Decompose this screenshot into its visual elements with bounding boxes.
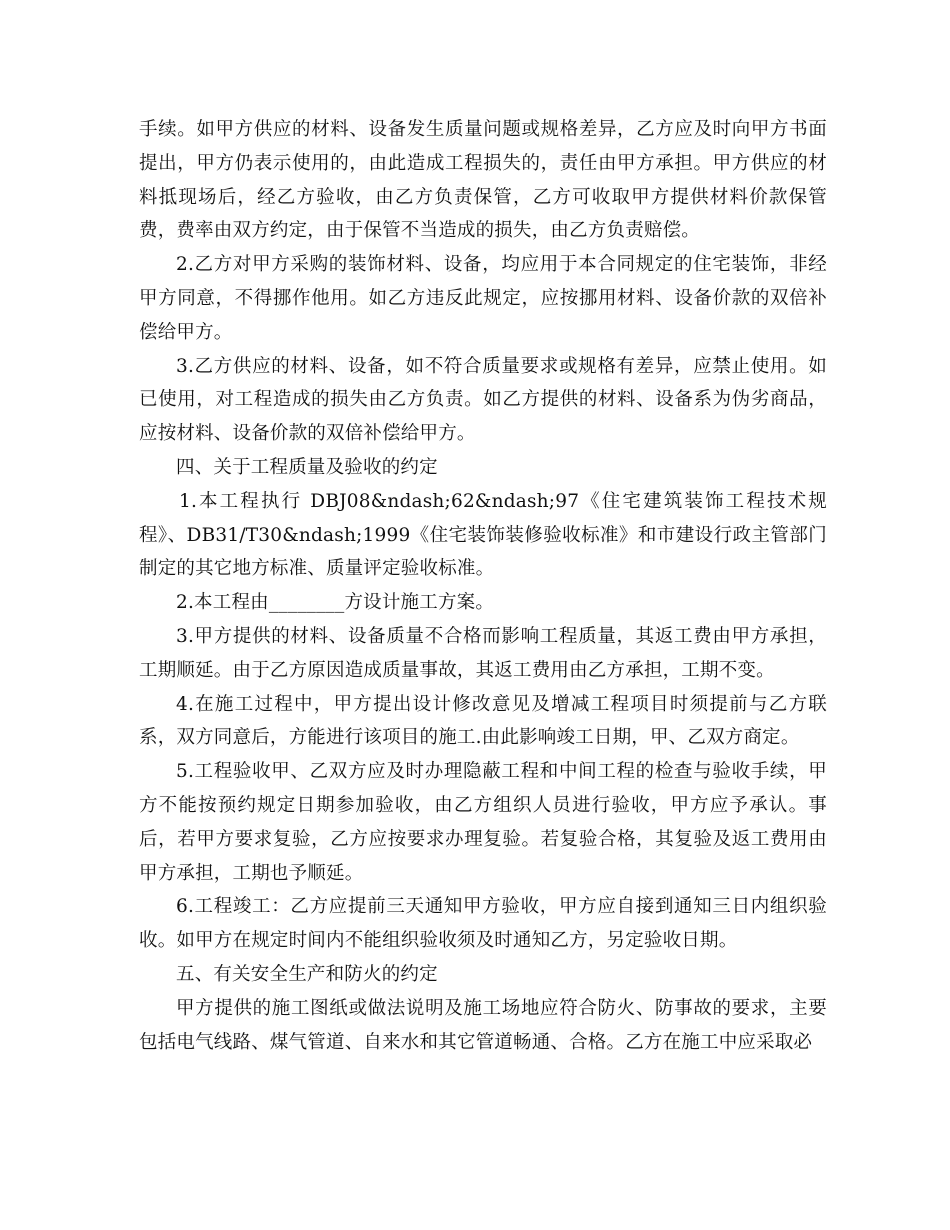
paragraph-standards: 1.本工程执行 DBJ08&ndash;62&ndash;97《住宅建筑装饰工程技术规程》、DB31/T30&ndash;1999《住宅装饰装修验收标准》和市建设行政主管部门制定的其它地方标准、质量评定验收标准。 <box>139 490 827 580</box>
paragraph-clause-2-misuse: 2.乙方对甲方采购的装饰材料、设备，均应用于本合同规定的住宅装饰，非经甲方同意，不得挪作他用。如乙方违反此规定，应按挪用材料、设备价款的双倍补偿给甲方。 <box>139 254 827 343</box>
paragraph-fire-safety: 甲方提供的施工图纸或做法说明及施工场地应符合防火、防事故的要求，主要包括电气线路、煤气管道、自来水和其它管道畅通、合格。乙方在施工中应采取必 <box>139 997 827 1053</box>
document-body <box>139 113 827 1059</box>
paragraph-completion: 6.工程竣工：乙方应提前三天通知甲方验收，甲方应自接到通知三日内组织验收。如甲方在规定时间内不能组织验收须及时通知乙方，另定验收日期。 <box>139 896 827 952</box>
paragraph-design-change: 4.在施工过程中，甲方提出设计修改意见及增减工程项目时须提前与乙方联系，双方同意后，方能进行该项目的施工.由此影响竣工日期，甲、乙双方商定。 <box>139 693 827 749</box>
section-heading-safety-fire: 五、有关安全生产和防火的约定 <box>176 963 438 985</box>
paragraph-material-supply: 手续。如甲方供应的材料、设备发生质量问题或规格差异，乙方应及时向甲方书面提出，甲方仍表示使用的，由此造成工程损失的，责任由甲方承担。甲方供应的材料抵现场后，经乙方验收，由乙方负责保管，乙方可收取甲方提供材料价款保管费，费率由双方约定，由于保管不当造成的损失，由乙方负责赔偿。 <box>139 119 827 242</box>
paragraph-clause-3-quality: 3.乙方供应的材料、设备，如不符合质量要求或规格有差异，应禁止使用。如已使用，对工程造成的损失由乙方负责。如乙方提供的材料、设备系为伪劣商品，应按材料、设备价款的双倍补偿给甲方。 <box>139 355 827 445</box>
paragraph-design-party: 2.本工程由________方设计施工方案。 <box>176 592 495 614</box>
paragraph-inspection: 5.工程验收甲、乙双方应及时办理隐蔽工程和中间工程的检查与验收手续，甲方不能按预约规定日期参加验收，由乙方组织人员进行验收，甲方应予承认。事后，若甲方要求复验，乙方应按要求办理复验。若复验合格，其复验及返工费用由甲方承担，工期也予顺延。 <box>139 761 827 884</box>
section-heading-quality-acceptance: 四、关于工程质量及验收的约定 <box>176 456 438 478</box>
paragraph-rework-cost: 3.甲方提供的材料、设备质量不合格而影响工程质量，其返工费由甲方承担，工期顺延。由于乙方原因造成质量事故，其返工费用由乙方承担，工期不变。 <box>139 625 827 681</box>
